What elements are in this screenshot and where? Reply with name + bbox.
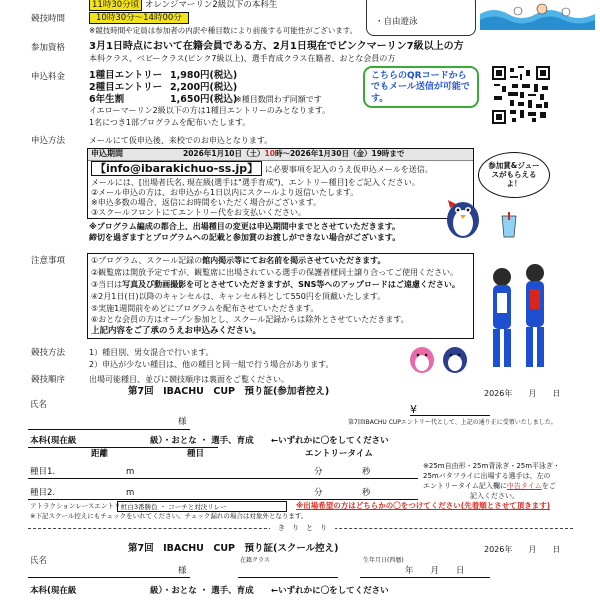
fee-row2-price: 2,200円(税込) — [170, 82, 238, 93]
email-address[interactable]: 【info@ibarakichuo-ss.jp】 — [91, 161, 262, 176]
form1-circle-note: ←いずれかに〇をしてください — [271, 436, 389, 446]
period-end: 時～2026年1月30日（金）19時まで — [274, 149, 405, 158]
qual-sub: 本科クラス、ベビークラス(ピンク7級以上)、選手育成クラス在籍者、おとな会員の方 — [89, 54, 396, 63]
qr-code — [492, 66, 550, 124]
fee-label: 申込料金 — [31, 72, 66, 82]
fee-row1-name: 1種目エントリー — [89, 70, 163, 81]
notes-box — [87, 253, 474, 339]
format-l1: 1）種目別、男女混合で行います。 — [89, 348, 214, 357]
method-intro: メールにて仮申込後、来校でのお申込となります。 — [89, 136, 273, 145]
form1-name-label: 氏名 — [30, 400, 48, 410]
side-note2: 25mバタフライに出場する選手は、左の — [423, 472, 551, 480]
qr-callout — [363, 66, 479, 108]
period-label: 申込期間 — [91, 149, 123, 158]
form2-birth: 年 月 日 — [405, 566, 465, 576]
check-note: ※下記スクール控えにもチェックをいれてください。チェック漏れの場合は対象外となります。 — [30, 512, 308, 520]
form2-sama: 様 — [178, 566, 187, 576]
form1-date: 2026年 月 日 — [484, 389, 561, 398]
attr-options-box[interactable] — [117, 501, 287, 512]
info-item: ・自由遊泳 — [375, 17, 418, 27]
form2-birth-label: 生年月日(西暦) — [363, 557, 404, 564]
fee-row1-price: 1,980円(税込) — [170, 70, 238, 81]
penguin-mascot — [438, 190, 488, 240]
form1-sama: 様 — [178, 417, 187, 427]
qual-main: 3月1日時点において在籍会員である方、2月1日現在でピンクマーリン7級以上の方 — [89, 41, 464, 52]
side-note4: 記入ください。 — [470, 492, 519, 500]
pool-illustration — [480, 0, 595, 30]
time-line1-note: オレンジマーリン2級以下の本科生 — [144, 0, 278, 10]
side-note3: エントリータイム記入欄に — [423, 482, 507, 490]
time-label: 競技時間 — [31, 14, 66, 24]
format-label: 競技方法 — [31, 348, 66, 358]
mail-content: メールには、[出場者氏名, 現在級(選手は"選手育成")、エントリー種目]をご記入ください。 — [91, 178, 420, 187]
form1-class-rest: 級）・おとな ・ 選手、育成 — [150, 436, 254, 446]
format-l2: 2）申込が少ない種目は、他の種目と同一組で行う場合があります。 — [89, 360, 334, 369]
form2-class-rest: 級）・おとな ・ 選手、育成 — [150, 586, 254, 596]
attr-options: 紅白3番勝負 ・ コーチと対決リレー — [121, 503, 227, 511]
form1-ev2-m: m — [126, 488, 135, 498]
form2-class-label: 本科(現在級 — [30, 586, 77, 596]
form1-ev1-fun: 分 — [314, 467, 323, 477]
fee-row3-price: 1,650円(税込) — [170, 94, 238, 105]
email-after: に必要事項を記入のうえ仮申込メールを送信。 — [264, 165, 433, 174]
info-box — [366, 0, 476, 36]
form1-ev2-fun: 分 — [314, 488, 323, 498]
note1-a: ①プログラム、スクール記録の — [91, 256, 203, 265]
note5: ⑤実施1週間前をめどにプログラムを配布させていただきます。 — [91, 304, 319, 313]
qual-label: 参加資格 — [31, 43, 66, 53]
fee-note1: イエローマーリン2級以下の方は1種目エントリーのみとなります。 — [89, 106, 331, 115]
form1-class-label: 本科(現在級 — [30, 436, 77, 446]
form1-col-event: 種目 — [187, 449, 205, 459]
note3-b: 写真及び動画撮影を可とさせていただきますが、SNS等へのアップロードはご遠慮ください。 — [122, 280, 460, 289]
fee-row3-note: ※種目数問わず同額です — [235, 95, 322, 104]
penguin-pair — [405, 340, 475, 374]
form2-name-label: 氏名 — [30, 556, 48, 566]
form1-ev1-m: m — [126, 467, 135, 477]
time-line2: 10時30分～14時00分 — [89, 12, 189, 24]
side-note3-red: 中告タイム — [506, 482, 542, 490]
side-note1: ※25m自由形・25m背泳ぎ・25m平泳ぎ・ — [423, 462, 561, 470]
form1-col-time: エントリータイム — [305, 449, 373, 459]
order-label: 競技順序 — [31, 375, 66, 385]
form1-ev2-byo: 秒 — [362, 488, 371, 498]
method-label: 申込方法 — [31, 136, 66, 146]
note1-b: 館内掲示等にてお名前を掲示させていただきます。 — [202, 256, 386, 265]
note4: ④2月1日(日)以降のキャンセルは、キャンセル料として550円を頂戴いたします。 — [91, 292, 386, 301]
note3-a: ③当日は — [91, 280, 123, 289]
form1-title: 第7回 IBACHU CUP 預り証(参加者控え) — [128, 386, 330, 397]
form1-yen: ¥ — [410, 403, 417, 416]
period-start: 2026年1月10日（土） — [183, 149, 265, 158]
method-bullet1: ②メール申込の方は、お申込から1日以内にスクールより返信いたします。 — [91, 188, 359, 197]
swimmer-illustration — [480, 255, 560, 375]
method-bullet3: ③スクールフロントにてエントリー代をお支払いください。 — [91, 208, 307, 217]
side-note3-b: をご — [541, 482, 556, 490]
form1-ev1-byo: 秒 — [362, 467, 371, 477]
juice-cup — [500, 212, 518, 238]
prize-bubble-text: 参加賞&ジュースがもらえるよ！ — [488, 161, 540, 188]
method-warn2: 締切を過ぎますとプログラムへの記載と参加賞のお渡しができない場合がございます。 — [89, 233, 401, 242]
note6: ⑥おとな会員の方はオープン参加とし、スクール記録からは除外とさせていただきます。 — [91, 315, 409, 324]
fee-row2-name: 2種目エントリー — [89, 82, 163, 93]
form1-receipt-note: 第7回IBACHU CUPエントリー代として、上記の通り正に受領いたしました。 — [348, 419, 557, 426]
notes-label: 注意事項 — [31, 256, 66, 266]
kiritori-label: き り と り — [270, 524, 335, 533]
method-box — [87, 148, 474, 219]
note2: ②観覧席は開放予定ですが、観覧席に出場されている選手の保護者様同士譲り合ってご使用ください。 — [91, 268, 459, 277]
form1-ev2: 種目2. — [30, 488, 56, 498]
fee-row3-name: 6年生割 — [89, 94, 125, 105]
method-warn1: ※プログラム編成の都合上、出場種目の変更は申込期間中までとさせていただきます。 — [89, 222, 401, 231]
period-hour: 10 — [264, 149, 275, 158]
prize-bubble — [478, 152, 550, 198]
form1-col-dist: 距離 — [91, 449, 109, 459]
fee-note2: 1名につき1部プログラムを配布いたします。 — [89, 118, 251, 127]
qr-callout-text: こちらのQRコードからでもメール送信が可能です。 — [371, 71, 470, 104]
form2-date: 2026年 月 日 — [484, 545, 561, 554]
form2-title: 第7回 IBACHU CUP 預り証(スクール控え) — [128, 543, 339, 554]
attr-label: アトラクションレースエントリー — [30, 502, 127, 510]
attr-note2: (先着順とさせて頂きます) — [460, 501, 551, 510]
time-note: ※競技時間や定員は参加者の内訳や種目数により前後する可能性がございます。 — [89, 26, 358, 35]
attr-note: ※出場希望の方はどちらかの〇をつけてください — [296, 501, 461, 510]
form2-cls-label: 在籍クラス — [240, 557, 270, 564]
note7: 上記内容をご了承のうえお申込みください。 — [91, 326, 262, 336]
order-l1: 出場可能種目、並びに競技順序は裏面をご覧ください。 — [89, 375, 289, 384]
form2-circle-note: ←いずれかに〇をしてください — [271, 586, 389, 596]
time-line1: 11時30分頃 — [89, 0, 142, 11]
method-bullet2: ※申込多数の場合、返信にお時間をいただく場合がございます。 — [91, 198, 322, 207]
form1-ev1: 種目1. — [30, 467, 56, 477]
